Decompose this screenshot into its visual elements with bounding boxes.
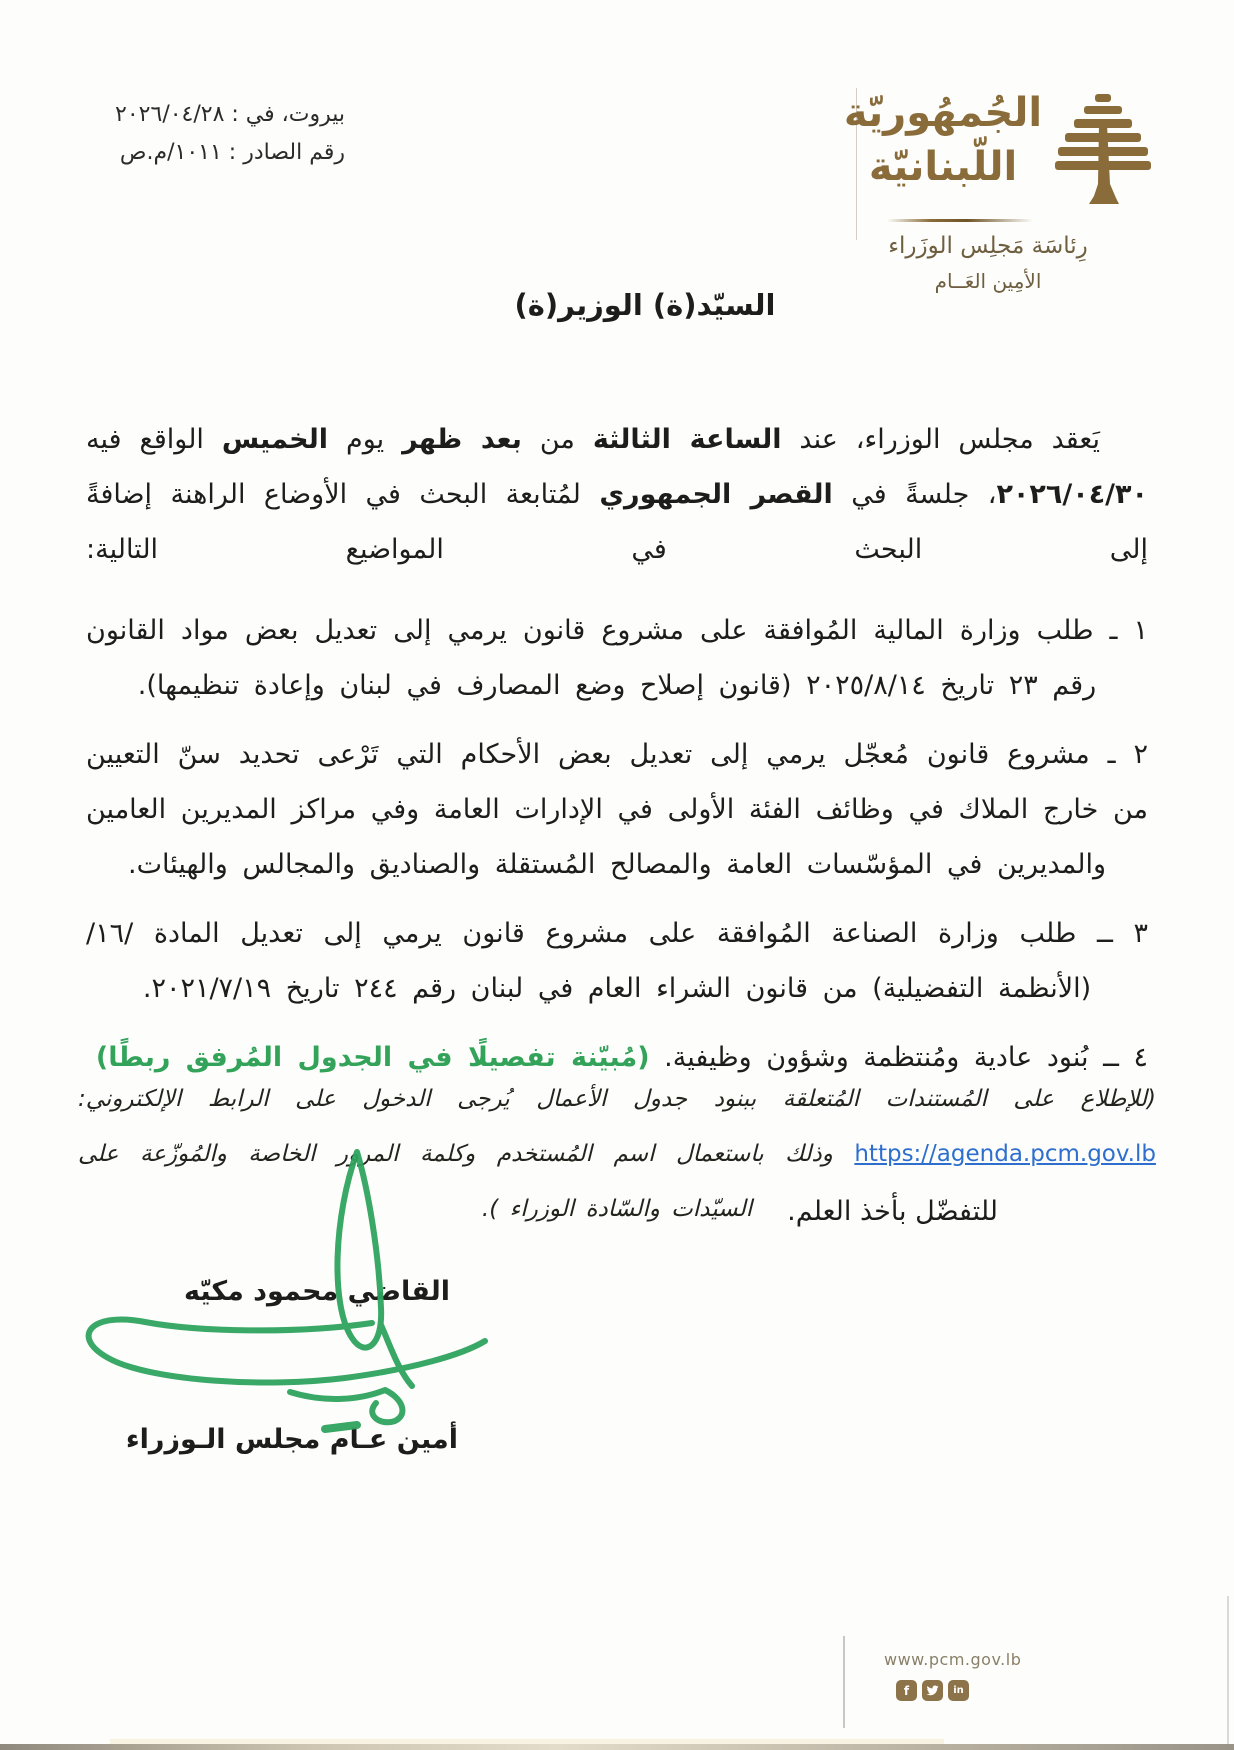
scan-bottom-edge bbox=[0, 1744, 1234, 1750]
recipient-title: السيّد(ة) الوزير(ة) bbox=[514, 288, 776, 322]
intro-paragraph: يَعقد مجلس الوزراء، عند الساعة الثالثة من بعد ظهر يوم الخميس الواقع فيه ٢٠٢٦/٠٤/٣٠، جلسةً في القصر الجمهوري لمُتابعة البحث في الأوضاع الراهنة إضافةً إلى البحث في المواضيع التالية: bbox=[86, 424, 1148, 565]
closing-line: للتفضّل بأخذ العلم. bbox=[787, 1196, 998, 1227]
signer-title: أمين عـام مجلس الـوزراء bbox=[125, 1424, 458, 1455]
reference-number: رقم الصادر : ١٠١١/م.ص bbox=[119, 140, 345, 165]
website-url: www.pcm.gov.lb bbox=[884, 1650, 1022, 1669]
agenda-item-2: ٢ ـ مشروع قانون مُعجّل يرمي إلى تعديل بعض الأحكام التي تَرْعى تحديد سنّ التعيين من خارج الملاك في وظائف الفئة الأولى في الإدارات العامة وفي مراكز المديرين العامين والمديرين في المؤسّسات العامة والمصالح المُستقلة والصناديق والمجالس والهيئات. bbox=[86, 739, 1148, 880]
signer-name: القاضي محمود مكيّه bbox=[183, 1276, 451, 1307]
agenda-item-3: ٣ ــ طلب وزارة الصناعة المُوافقة على مشروع قانون يرمي إلى تعديل المادة /١٦/ (الأنظمة التفضيلية) من قانون الشراء العام في لبنان رقم ٢٤٤ تاريخ ٢٠٢١/٧/١٩. bbox=[86, 918, 1148, 1004]
office-name: الأمِين العَــام bbox=[934, 269, 1042, 293]
attachment-note: (مُبيّنة تفصيلًا في الجدول المُرفق ربطًا) bbox=[95, 1042, 650, 1073]
logo-divider bbox=[887, 219, 1033, 222]
authority-name: رِئاسَة مَجلِس الوزَراء bbox=[888, 233, 1088, 259]
date-block bbox=[85, 96, 345, 172]
agenda-item-1: ١ ـ طلب وزارة المالية المُوافقة على مشروع قانون يرمي إلى تعديل بعض مواد القانون رقم ٢٣ تاريخ ٢٠٢٥/٨/١٤ (قانون إصلاح وضع المصارف في لبنان وإعادة تنظيمها). bbox=[86, 615, 1148, 701]
scan-edge-line bbox=[1227, 1596, 1229, 1750]
agenda-item-4: ٤ ــ بُنود عادية ومُنتظمة وشؤون وظيفية. (مُبيّنة تفصيلًا في الجدول المُرفق ربطًا) bbox=[95, 1042, 1148, 1073]
social-icons bbox=[896, 1680, 969, 1701]
republic-name: الجُمهُوريّة اللّبنانيّة bbox=[843, 90, 1043, 190]
footer-separator bbox=[843, 1636, 845, 1728]
agenda-link[interactable]: https://agenda.pcm.gov.lb bbox=[854, 1141, 1156, 1167]
facebook-icon[interactable]: f bbox=[896, 1680, 917, 1701]
pcm-logo bbox=[841, 86, 1157, 293]
letter-body bbox=[86, 412, 1148, 1085]
cedar-tree-icon bbox=[1053, 92, 1155, 211]
access-note: (للإطلاع على المُستندات المُتعلقة ببنود جدول الأعمال يُرجى الدخول على الرابط الإلكتروني: https://agenda.pcm.gov.lb وذلك باستعمال اسم المُستخدم وكلمة المرور الخاصة والمُوزّعة على السيّدات والسّادة الوزراء ). bbox=[78, 1086, 1156, 1222]
twitter-icon[interactable] bbox=[922, 1680, 943, 1701]
linkedin-icon[interactable]: in bbox=[948, 1680, 969, 1701]
city-date: بيروت، في : ٢٠٢٦/٠٤/٢٨ bbox=[115, 102, 345, 127]
